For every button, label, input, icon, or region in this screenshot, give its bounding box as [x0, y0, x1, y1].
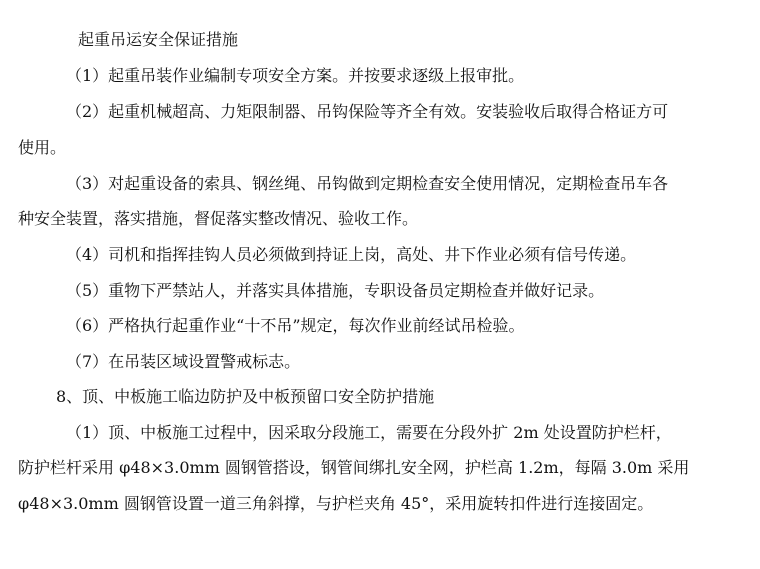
paragraph-line-8: （6）严格执行起重作业“十不吊”规定，每次作业前经试吊检验。: [66, 316, 525, 335]
paragraph-line-1: （1）起重吊装作业编制专项安全方案。并按要求逐级上报审批。: [66, 66, 525, 85]
subsection-heading: 8、顶、中板施工临边防护及中板预留口安全防护措施: [56, 387, 435, 406]
paragraph-line-12: 防护栏杆采用 φ48×3.0mm 圆钢管搭设，钢管间绑扎安全网，护栏高 1.2m，每隔 3.0m 采用: [18, 458, 690, 477]
paragraph-line-5: 种安全装置，落实措施，督促落实整改情况、验收工作。: [18, 209, 419, 228]
paragraph-line-11: （1）顶、中板施工过程中，因采取分段施工，需要在分段外扩 2m 处设置防护栏杆，: [66, 423, 672, 442]
paragraph-line-4: （3）对起重设备的索具、钢丝绳、吊钩做到定期检查安全使用情况，定期检查吊车各: [66, 174, 669, 193]
paragraph-line-7: （5）重物下严禁站人，并落实具体措施，专职设备员定期检查并做好记录。: [66, 281, 605, 300]
paragraph-line-3: 使用。: [18, 138, 67, 157]
paragraph-line-6: （4）司机和指挥挂钩人员必须做到持证上岗，高处、井下作业必须有信号传递。: [66, 245, 637, 264]
paragraph-line-9: （7）在吊装区域设置警戒标志。: [66, 352, 301, 371]
section-heading: 起重吊运安全保证措施: [78, 30, 239, 49]
paragraph-line-13: φ48×3.0mm 圆钢管设置一道三角斜撑，与护栏夹角 45°，采用旋转扣件进行连接固定。: [18, 494, 654, 513]
paragraph-line-2: （2）起重机械超高、力矩限制器、吊钩保险等齐全有效。安装验收后取得合格证方可: [66, 102, 669, 121]
